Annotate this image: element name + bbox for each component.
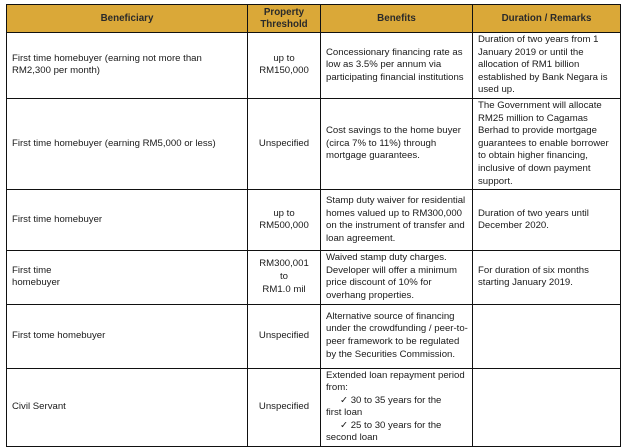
bullet-continuation: first loan (326, 407, 363, 419)
duration-cell: The Government will allocate RM25 million to Cagamas Berhad to provide mortgage guarantees to enable borrower to obtain higher financing, inclusive of down payment support. (473, 98, 621, 189)
threshold-line3: RM1.0 mil (262, 283, 306, 295)
beneficiary-line1: First time homebuyer (earning not more than (12, 52, 202, 64)
threshold-cell: Unspecified (248, 368, 321, 447)
benefits-cell: Alternative source of financing under the crowdfunding / peer-to-peer framework to be regulated by the Securities Commission. (321, 304, 473, 368)
beneficiary-cell: First tome homebuyer (7, 304, 248, 368)
duration-cell: Duration of two years until December 2020. (473, 190, 621, 251)
threshold-cell (248, 33, 321, 99)
benefits-cell: Cost savings to the home buyer (circa 7% to 11%) through mortgage guarantees. (321, 98, 473, 189)
header-duration-remarks: Duration / Remarks (473, 5, 621, 33)
threshold-line1: up to (273, 207, 295, 219)
benefit-bullet (326, 395, 468, 408)
beneficiary-cell: First time homebuyer (earning RM5,000 or less) (7, 98, 248, 189)
benefits-intro: Extended loan repayment period from: (326, 369, 465, 394)
threshold-line1: up to (273, 52, 295, 64)
benefit-bullet (326, 420, 468, 433)
beneficiary-line1: First time (12, 264, 52, 276)
bullet-text: 30 to 35 years for the (350, 394, 442, 406)
beneficiary-line2: homebuyer (12, 277, 60, 289)
table-row (7, 98, 621, 189)
threshold-cell: Unspecified (248, 304, 321, 368)
threshold-line2: to (279, 271, 288, 283)
checkmark-icon: ✓ (340, 419, 349, 431)
beneficiary-cell: First time homebuyer (7, 190, 248, 251)
beneficiary-line2: RM2,300 per month) (12, 65, 100, 77)
table-row (7, 33, 621, 99)
header-threshold-line1: Property (263, 6, 305, 18)
duration-cell: Duration of two years from 1 January 2019 or until the allocation of RM1 billion established by Bank Negara is used up. (473, 33, 621, 99)
table-row (7, 368, 621, 447)
homebuyer-incentives-table (6, 4, 621, 447)
duration-cell: For duration of six months starting January 2019. (473, 251, 621, 304)
threshold-line2: RM500,000 (259, 220, 309, 232)
benefits-cell: Waived stamp duty charges. Developer will offer a minimum price discount of 10% for overhang properties. (321, 251, 473, 304)
header-beneficiary: Beneficiary (7, 5, 248, 33)
bullet-continuation: second loan (326, 432, 378, 444)
header-row (7, 5, 621, 33)
threshold-cell: Unspecified (248, 98, 321, 189)
table-row (7, 190, 621, 251)
beneficiary-cell (7, 33, 248, 99)
duration-cell (473, 368, 621, 447)
duration-cell (473, 304, 621, 368)
benefits-cell (321, 368, 473, 447)
beneficiary-cell: Civil Servant (7, 368, 248, 447)
threshold-line1: RM300,001 (259, 258, 309, 270)
bullet-text: 25 to 30 years for the (350, 419, 442, 431)
table-row (7, 304, 621, 368)
beneficiary-cell (7, 251, 248, 304)
checkmark-icon: ✓ (340, 394, 349, 406)
threshold-line2: RM150,000 (259, 65, 309, 77)
threshold-cell (248, 251, 321, 304)
header-benefits: Benefits (321, 5, 473, 33)
threshold-cell (248, 190, 321, 251)
header-property-threshold (248, 5, 321, 33)
benefits-cell: Stamp duty waiver for residential homes valued up to RM300,000 on the instrument of transfer and loan agreement. (321, 190, 473, 251)
benefits-cell: Concessionary financing rate as low as 3.5% per annum via participating financial institutions (321, 33, 473, 99)
table-row (7, 251, 621, 304)
header-threshold-line2: Threshold (260, 18, 308, 30)
